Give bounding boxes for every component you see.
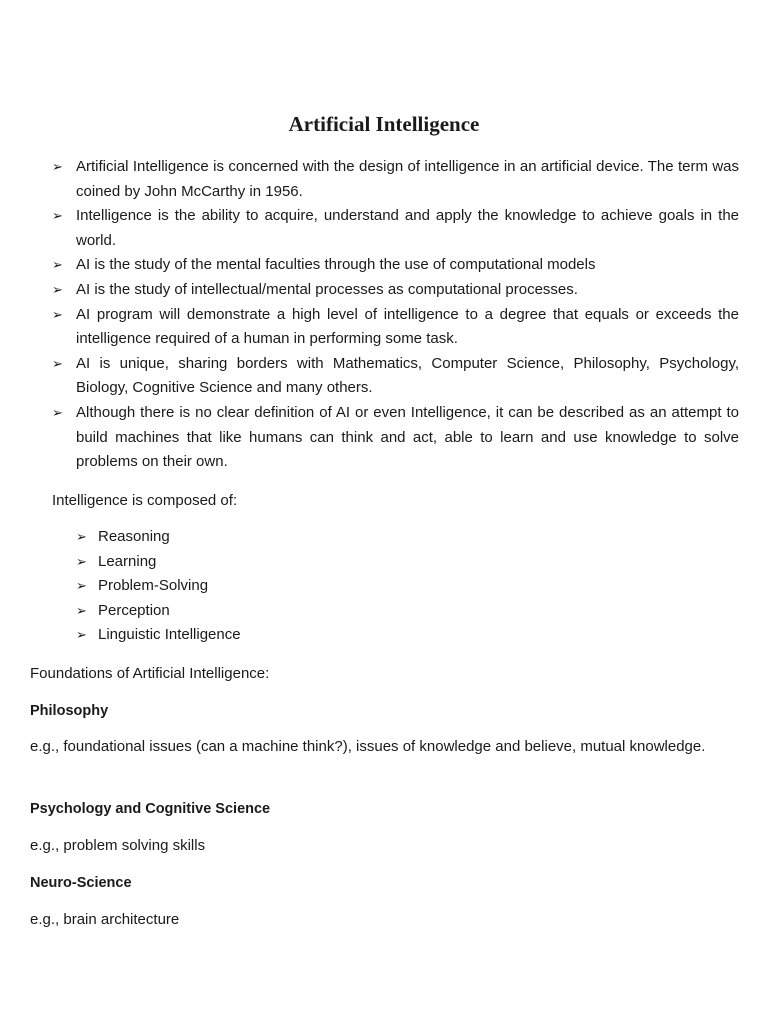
list-item-text: AI is the study of intellectual/mental processes as computational processes.	[76, 280, 578, 298]
list-item	[76, 550, 241, 575]
arrow-bullet-icon: ➢	[52, 159, 63, 174]
section-text-neuro-science: e.g., brain architecture	[30, 911, 180, 928]
list-item	[52, 155, 739, 204]
arrow-bullet-icon: ➢	[76, 578, 87, 594]
document-title: Artificial Intelligence	[288, 112, 480, 136]
list-item-text: Intelligence is the ability to acquire, understand and apply the knowledge to achieve goals in the world.	[76, 207, 739, 249]
list-item-text: Problem-Solving	[98, 577, 209, 595]
list-item	[52, 401, 739, 475]
arrow-bullet-icon: ➢	[52, 208, 63, 224]
list-item	[76, 525, 241, 550]
section-heading-philosophy: Philosophy	[30, 703, 109, 719]
list-item	[76, 599, 241, 624]
section-heading-psychology: Psychology and Cognitive Science	[30, 801, 271, 817]
arrow-bullet-icon: ➢	[52, 257, 63, 273]
intelligence-components-list	[76, 525, 241, 648]
list-item-text: Linguistic Intelligence	[98, 626, 241, 644]
list-item	[52, 352, 739, 401]
composed-of-label: Intelligence is composed of:	[52, 492, 238, 509]
arrow-bullet-icon: ➢	[52, 355, 63, 371]
foundations-label: Foundations of Artificial Intelligence:	[30, 665, 270, 682]
list-item	[52, 278, 739, 303]
arrow-bullet-icon: ➢	[76, 529, 87, 544]
arrow-bullet-icon: ➢	[52, 281, 63, 297]
list-item-text: Although there is no clear definition of AI or even Intelligence, it can be described as an attempt to build machines that like humans can think and act, able to learn and use knowledge to solve problems on their own.	[76, 403, 739, 471]
list-item-text: Perception	[98, 601, 170, 619]
arrow-bullet-icon: ➢	[76, 553, 87, 569]
list-item	[52, 253, 739, 278]
list-item	[52, 204, 739, 253]
list-item-text: AI program will demonstrate a high level of intelligence to a degree that equals or exceeds the intelligence required of a human in performing some task.	[76, 305, 739, 348]
list-item-text: AI is unique, sharing borders with Mathematics, Computer Science, Philosophy, Psychology, Biology, Cognitive Science and many others.	[76, 354, 739, 397]
list-item	[52, 303, 739, 352]
arrow-bullet-icon: ➢	[52, 306, 63, 322]
list-item-text: Artificial Intelligence is concerned with the design of intelligence in an artificial device. The term was coined by John McCarthy in 1956.	[76, 158, 739, 200]
list-item	[76, 574, 241, 599]
section-heading-neuro-science: Neuro-Science	[30, 875, 132, 891]
arrow-bullet-icon: ➢	[76, 627, 87, 643]
list-item	[76, 623, 241, 648]
arrow-bullet-icon: ➢	[76, 602, 87, 618]
list-item-text: Learning	[98, 552, 157, 570]
list-item-text: Reasoning	[98, 528, 170, 545]
section-text-psychology: e.g., problem solving skills	[30, 837, 206, 854]
arrow-bullet-icon: ➢	[52, 404, 63, 420]
section-text-philosophy: e.g., foundational issues (can a machine think?), issues of knowledge and believe, mutual knowledge.	[30, 738, 706, 755]
list-item-text: AI is the study of the mental faculties through the use of computational models	[76, 256, 596, 274]
ai-definition-list	[52, 155, 739, 475]
